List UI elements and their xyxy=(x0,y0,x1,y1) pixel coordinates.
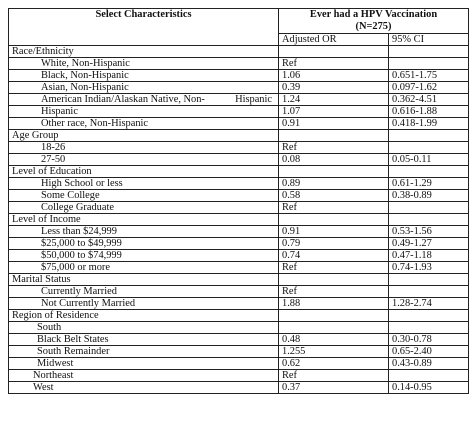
table-row xyxy=(9,358,469,370)
adjusted-or-value: 1.06 xyxy=(279,70,389,82)
results-table-container xyxy=(8,8,468,394)
table-row xyxy=(9,118,469,130)
adjusted-or-value: 0.39 xyxy=(279,82,389,94)
header-row xyxy=(9,9,469,34)
adjusted-or-value xyxy=(279,322,389,334)
ci-value: 0.49-1.27 xyxy=(389,238,469,250)
subheader-95-ci: 95% CI xyxy=(389,34,469,46)
table-row xyxy=(9,370,469,382)
characteristic-label: White, Non-Hispanic xyxy=(9,58,279,70)
empty-cell xyxy=(389,310,469,322)
table-row xyxy=(9,250,469,262)
characteristic-label: $75,000 or more xyxy=(9,262,279,274)
table-row xyxy=(9,142,469,154)
characteristic-label: South Remainder xyxy=(9,346,279,358)
ci-value: 0.616-1.88 xyxy=(389,106,469,118)
category-row xyxy=(9,274,469,286)
adjusted-or-value: Ref xyxy=(279,142,389,154)
table-row xyxy=(9,178,469,190)
ci-value: 0.74-1.93 xyxy=(389,262,469,274)
ci-value: 0.362-4.51 xyxy=(389,94,469,106)
adjusted-or-value: 0.08 xyxy=(279,154,389,166)
characteristic-label: Some College xyxy=(9,190,279,202)
header-ever-had-hpv-line2: (N=275) xyxy=(355,21,392,32)
table-row xyxy=(9,190,469,202)
empty-cell xyxy=(389,274,469,286)
adjusted-or-value: 0.62 xyxy=(279,358,389,370)
ci-value xyxy=(389,322,469,334)
empty-cell xyxy=(389,46,469,58)
ci-value: 0.61-1.29 xyxy=(389,178,469,190)
adjusted-or-value: Ref xyxy=(279,370,389,382)
ci-value: 0.30-0.78 xyxy=(389,334,469,346)
characteristic-label: Hispanic xyxy=(9,106,279,118)
characteristic-label: Asian, Non-Hispanic xyxy=(9,82,279,94)
characteristic-label: $25,000 to $49,999 xyxy=(9,238,279,250)
ci-value xyxy=(389,58,469,70)
adjusted-or-value: Ref xyxy=(279,286,389,298)
table-row xyxy=(9,322,469,334)
empty-cell xyxy=(279,166,389,178)
empty-cell xyxy=(279,274,389,286)
characteristic-label: $50,000 to $74,999 xyxy=(9,250,279,262)
characteristic-label: Black Belt States xyxy=(9,334,279,346)
category-label: Level of Income xyxy=(9,214,279,226)
table-row xyxy=(9,82,469,94)
ci-value: 0.05-0.11 xyxy=(389,154,469,166)
header-select-characteristics: Select Characteristics xyxy=(9,9,279,46)
ci-value xyxy=(389,142,469,154)
adjusted-or-value: 1.88 xyxy=(279,298,389,310)
ci-value: 0.097-1.62 xyxy=(389,82,469,94)
empty-cell xyxy=(389,130,469,142)
category-label: Age Group xyxy=(9,130,279,142)
characteristic-label: West xyxy=(9,382,279,394)
category-label: Level of Education xyxy=(9,166,279,178)
characteristic-label: Not Currently Married xyxy=(9,298,279,310)
empty-cell xyxy=(279,214,389,226)
ci-value: 0.65-2.40 xyxy=(389,346,469,358)
table-row xyxy=(9,106,469,118)
characteristic-label: Black, Non-Hispanic xyxy=(9,70,279,82)
adjusted-or-value: 0.91 xyxy=(279,226,389,238)
characteristic-label: Midwest xyxy=(9,358,279,370)
empty-cell xyxy=(279,130,389,142)
adjusted-or-value: 1.07 xyxy=(279,106,389,118)
subheader-adjusted-or: Adjusted OR xyxy=(279,34,389,46)
table-row xyxy=(9,334,469,346)
split-label xyxy=(41,94,275,105)
header-ever-had-hpv xyxy=(279,9,469,34)
adjusted-or-value: 1.255 xyxy=(279,346,389,358)
adjusted-or-value: Ref xyxy=(279,58,389,70)
table-row xyxy=(9,202,469,214)
label-part-2: Hispanic xyxy=(235,94,272,105)
ci-value: 0.14-0.95 xyxy=(389,382,469,394)
ci-value xyxy=(389,286,469,298)
characteristic-label: 27-50 xyxy=(9,154,279,166)
table-row xyxy=(9,94,469,106)
category-row xyxy=(9,130,469,142)
table-body xyxy=(9,46,469,394)
empty-cell xyxy=(279,310,389,322)
table-row xyxy=(9,382,469,394)
ci-value: 0.47-1.18 xyxy=(389,250,469,262)
empty-cell xyxy=(389,214,469,226)
header-ever-had-hpv-line1: Ever had a HPV Vaccination xyxy=(309,9,438,20)
table-row xyxy=(9,58,469,70)
adjusted-or-value: Ref xyxy=(279,262,389,274)
table-row xyxy=(9,262,469,274)
ci-value xyxy=(389,370,469,382)
table-row xyxy=(9,298,469,310)
label-part-1: American Indian/Alaskan Native, Non- xyxy=(41,94,205,105)
adjusted-or-value: Ref xyxy=(279,202,389,214)
category-label: Region of Residence xyxy=(9,310,279,322)
adjusted-or-value: 0.89 xyxy=(279,178,389,190)
ci-value: 0.651-1.75 xyxy=(389,70,469,82)
category-row xyxy=(9,214,469,226)
ci-value: 0.43-0.89 xyxy=(389,358,469,370)
adjusted-or-value: 0.58 xyxy=(279,190,389,202)
ci-value: 1.28-2.74 xyxy=(389,298,469,310)
ci-value xyxy=(389,202,469,214)
characteristic-label: High School or less xyxy=(9,178,279,190)
category-row xyxy=(9,310,469,322)
characteristic-label: Less than $24,999 xyxy=(9,226,279,238)
characteristic-label: 18-26 xyxy=(9,142,279,154)
category-label: Race/Ethnicity xyxy=(9,46,279,58)
table-row xyxy=(9,70,469,82)
table-row xyxy=(9,154,469,166)
table-row xyxy=(9,226,469,238)
adjusted-or-value: 0.74 xyxy=(279,250,389,262)
empty-cell xyxy=(389,166,469,178)
empty-cell xyxy=(279,46,389,58)
category-row xyxy=(9,46,469,58)
characteristic-label: Currently Married xyxy=(9,286,279,298)
adjusted-or-value: 0.37 xyxy=(279,382,389,394)
adjusted-or-value: 1.24 xyxy=(279,94,389,106)
adjusted-or-value: 0.91 xyxy=(279,118,389,130)
table-row xyxy=(9,346,469,358)
characteristic-label: South xyxy=(9,322,279,334)
characteristic-label: College Graduate xyxy=(9,202,279,214)
category-label: Marital Status xyxy=(9,274,279,286)
ci-value: 0.418-1.99 xyxy=(389,118,469,130)
table-row xyxy=(9,238,469,250)
ci-value: 0.38-0.89 xyxy=(389,190,469,202)
hpv-vaccination-table xyxy=(8,8,469,394)
ci-value: 0.53-1.56 xyxy=(389,226,469,238)
category-row xyxy=(9,166,469,178)
adjusted-or-value: 0.48 xyxy=(279,334,389,346)
adjusted-or-value: 0.79 xyxy=(279,238,389,250)
characteristic-label: Other race, Non-Hispanic xyxy=(9,118,279,130)
characteristic-label: Northeast xyxy=(9,370,279,382)
table-row xyxy=(9,286,469,298)
characteristic-label xyxy=(9,94,279,106)
